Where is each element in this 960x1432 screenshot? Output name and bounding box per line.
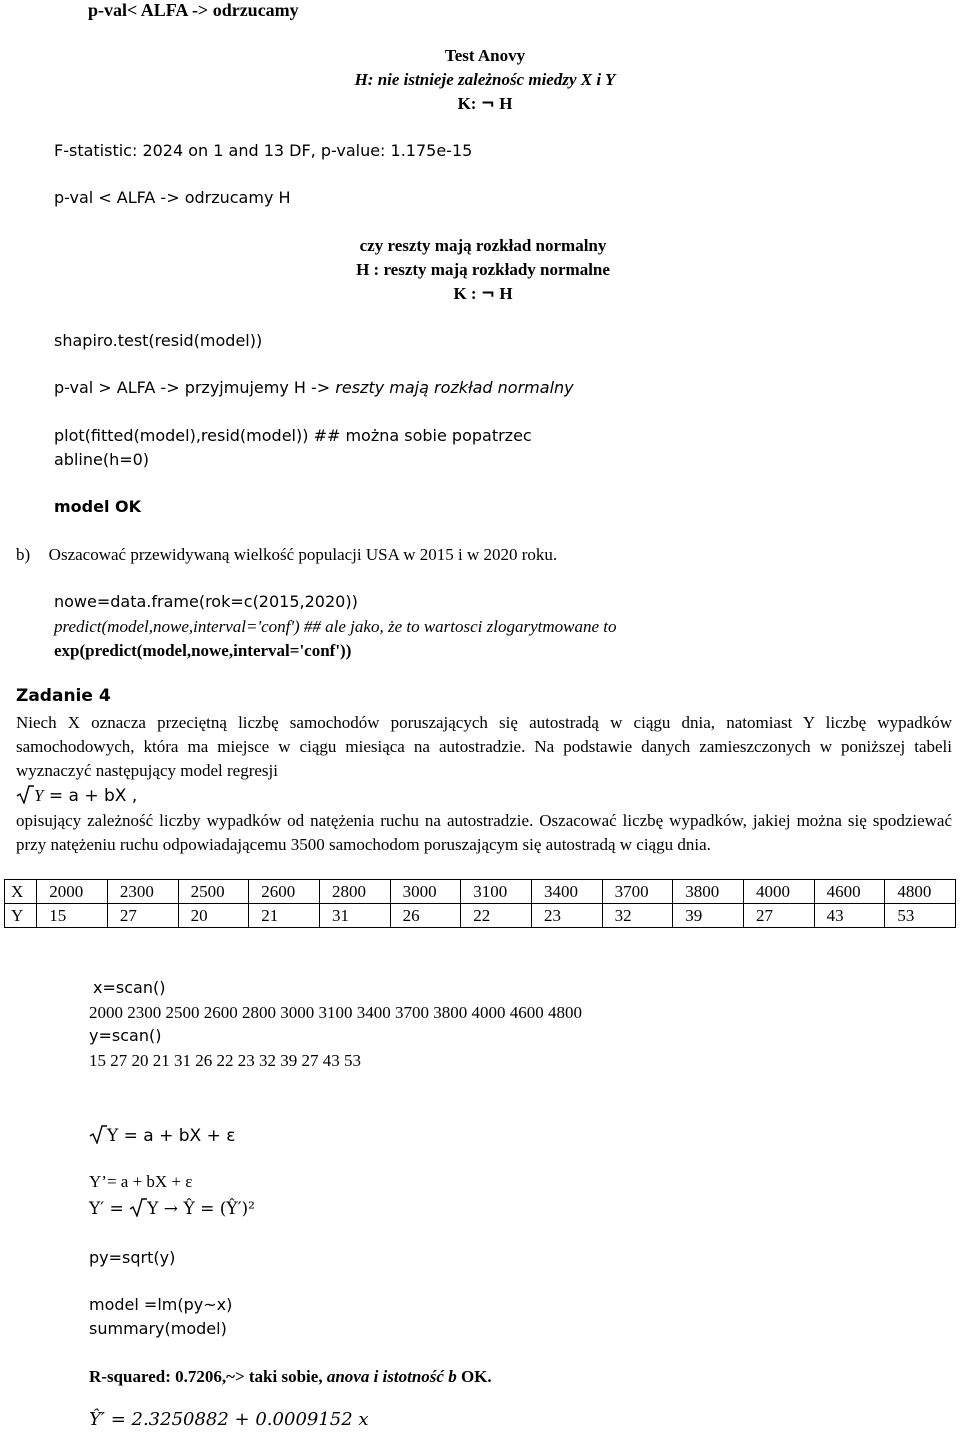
anova-h-line: H: nie istnieje zależnośc miedzy X i Y [354, 70, 616, 89]
rsquared-italic: anova i istotność b [326, 1367, 457, 1386]
zadanie4-paragraph-1: Niech X oznacza przeciętną liczbę samochodów poruszających się autostradą w ciągu dnia, natomiast Y liczbę wypadków samochodowych, która ma miejsce w ciągu miesiąca na autostradzie. Na podstawie danych zamieszczonych w poniższej tabeli wyznaczyć następujący model regresji [16, 713, 952, 780]
table-cell: 2500 [178, 880, 249, 904]
shapiro-command: shapiro.test(resid(model)) [54, 331, 263, 350]
table-cell: 4800 [885, 880, 956, 904]
task-b-text: Oszacować przewidywaną wielkość populacji USA w 2015 i w 2020 roku. [48, 545, 558, 564]
table-cell: 23 [531, 904, 602, 928]
x-scan-command: x=scan() [93, 978, 166, 997]
zadanie4-heading: Zadanie 4 [16, 686, 111, 706]
k-prefix: K: [457, 94, 477, 113]
x-values-text: 2000 2300 2500 2600 2800 3000 3100 3400 3700 3800 4000 4600 4800 [89, 1003, 582, 1022]
py-command: py=sqrt(y) [89, 1248, 176, 1267]
plot-command: plot(fitted(model),resid(model)) ## można sobie popatrzec [54, 426, 532, 445]
formula-rest: = a + bX , [43, 786, 138, 806]
zadanie4-paragraph-2: opisujący zależność liczby wypadków od natężenia ruchu na autostradzie. Oszacować liczbę wypadków, jakiej można się spodziewać przy natężeniu ruchu odpowiadającemu 3500 samochodom poruszającym się autostradą w ciągu dnia. [16, 811, 952, 854]
top-rule-text: p-val< ALFA -> odrzucamy [88, 0, 299, 20]
y-scan-command: y=scan() [89, 1026, 162, 1045]
negation-symbol: ¬ [480, 94, 495, 114]
eq3-left: Y′ = [89, 1199, 130, 1219]
pval-accept-line [54, 379, 574, 397]
task-b [16, 545, 557, 565]
table-cell: 4600 [814, 880, 885, 904]
table-cell: 20 [178, 904, 249, 928]
eq3-yhat: Ŷ [183, 1199, 195, 1219]
table-cell: 3100 [461, 880, 532, 904]
eq1-rest: = a + bX + ε [118, 1126, 236, 1146]
k-prefix: K : [453, 284, 477, 303]
nowe-command: nowe=data.frame(rok=c(2015,2020)) [54, 592, 358, 611]
table-cell: 27 [743, 904, 814, 928]
table-cell: 3400 [531, 880, 602, 904]
abline-command: abline(h=0) [54, 450, 150, 469]
table-cell: 2300 [107, 880, 178, 904]
table-cell: 32 [602, 904, 673, 928]
table-cell: 31 [319, 904, 390, 928]
predict-command: predict(model,nowe,interval='conf') ## ale jako, że to wartosci zlogarytmowane to [54, 617, 617, 636]
final-equation: Ŷ′ = 2.3250882 + 0.0009152 x [89, 1409, 369, 1430]
task-b-marker: b) [16, 545, 31, 564]
table-cell: 21 [249, 904, 320, 928]
f-statistic-text: F-statistic: 2024 on 1 and 13 DF, p-value: 1.175e-15 [54, 141, 473, 160]
equation-2: Y’= a + bX + ε [89, 1172, 193, 1191]
y-values-text: 15 27 20 21 31 26 22 23 32 39 27 43 53 [89, 1051, 361, 1070]
table-row-label: Y [5, 904, 37, 928]
anova-k-line [0, 94, 960, 115]
data-table [4, 879, 956, 928]
table-row [5, 880, 956, 904]
formula-y: Y [34, 786, 44, 805]
model-command: model =lm(py~x) [89, 1295, 233, 1314]
equation-3 [89, 1197, 255, 1220]
table-cell: 39 [673, 904, 744, 928]
normality-h-line: H : reszty mają rozkłady normalne [356, 260, 610, 279]
square-root-icon [89, 1124, 107, 1144]
pval-accept-text: p-val > ALFA -> przyjmujemy H -> [54, 378, 336, 397]
rsquared-line [89, 1367, 492, 1387]
summary-command: summary(model) [89, 1319, 227, 1338]
table-cell: 3700 [602, 880, 673, 904]
table-row-label: X [5, 880, 37, 904]
eq3-y: Y [147, 1199, 159, 1219]
exp-command: exp(predict(model,nowe,interval='conf')) [54, 641, 352, 660]
k-h: H [499, 94, 513, 113]
table-cell: 53 [885, 904, 956, 928]
anova-title: Test Anovy [444, 46, 526, 65]
square-root-icon [16, 784, 34, 804]
rsquared-prefix: R-squared: 0.7206,~> taki sobie, [89, 1367, 327, 1386]
model-ok-text: model OK [54, 497, 142, 516]
table-cell: 2600 [249, 880, 320, 904]
regression-formula [16, 784, 137, 807]
table-cell: 22 [461, 904, 532, 928]
normality-k-line [0, 284, 960, 305]
rsquared-suffix: OK. [456, 1367, 492, 1386]
equation-1 [89, 1124, 235, 1147]
table-cell: 2000 [37, 880, 108, 904]
negation-symbol: ¬ [480, 284, 496, 304]
table-cell: 2800 [319, 880, 390, 904]
normality-title: czy reszty mają rozkład normalny [359, 236, 607, 255]
table-cell: 4000 [743, 880, 814, 904]
table-cell: 26 [390, 904, 461, 928]
table-cell: 43 [814, 904, 885, 928]
pval-accept-italic: reszty mają rozkład normalny [335, 378, 574, 397]
table-cell: 3000 [390, 880, 461, 904]
eq1-y: Y [107, 1126, 119, 1146]
table-cell: 15 [37, 904, 108, 928]
table-cell: 3800 [673, 880, 744, 904]
pval-reject-text: p-val < ALFA -> odrzucamy H [54, 188, 291, 207]
eq3-arrow: → [158, 1199, 184, 1219]
table-row [5, 904, 956, 928]
table-cell: 27 [107, 904, 178, 928]
k-h: H [499, 284, 513, 303]
eq3-right: = (Ŷ′)² [194, 1199, 255, 1219]
square-root-icon [129, 1197, 147, 1217]
